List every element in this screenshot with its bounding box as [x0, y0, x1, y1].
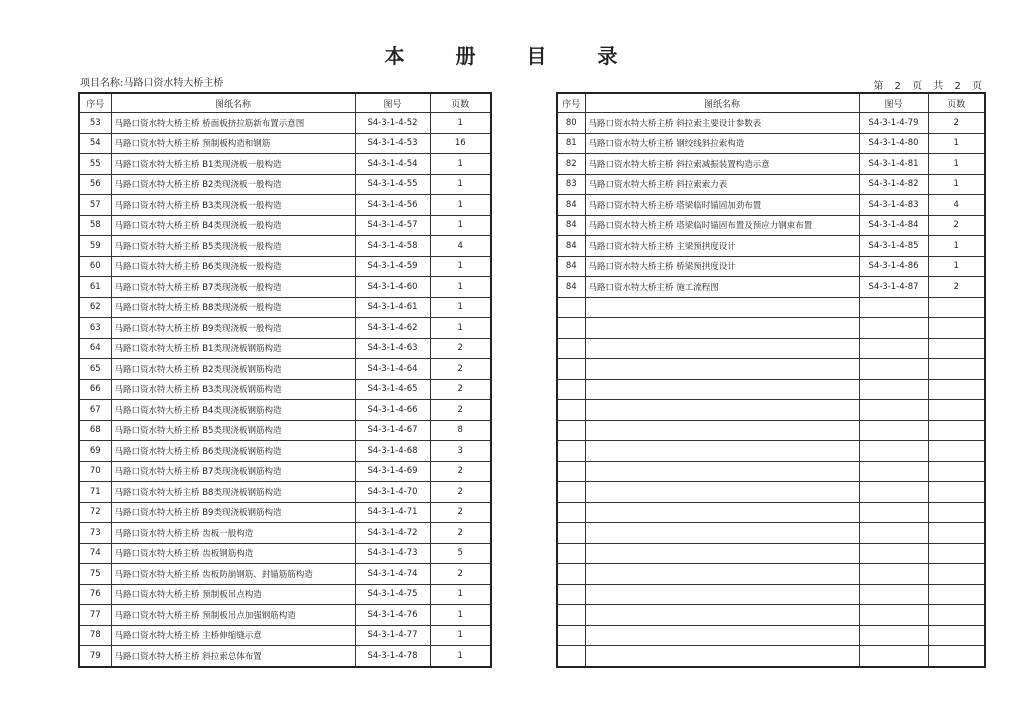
row-code: S4-3-1-4-80 [859, 133, 928, 154]
row-pages: 2 [430, 523, 491, 544]
row-pages: 1 [430, 625, 491, 646]
row-code: S4-3-1-4-70 [355, 482, 430, 503]
table-row [557, 482, 985, 503]
row-pages [928, 297, 985, 318]
row-pages: 2 [430, 359, 491, 380]
row-no: 57 [79, 195, 111, 216]
row-no: 69 [79, 441, 111, 462]
table-header-row [79, 93, 491, 113]
row-no: 61 [79, 277, 111, 298]
row-pages [928, 584, 985, 605]
table-row [79, 297, 491, 318]
row-code: S4-3-1-4-65 [355, 379, 430, 400]
row-name: 马路口资水特大桥主桥 主梁预拱度设计 [585, 236, 859, 257]
row-pages: 1 [430, 174, 491, 195]
row-no [557, 461, 585, 482]
table-row [79, 174, 491, 195]
row-code: S4-3-1-4-56 [355, 195, 430, 216]
row-pages: 2 [430, 379, 491, 400]
row-name: 马路口资水特大桥主桥 斜拉索减振装置构造示意 [585, 154, 859, 175]
row-code: S4-3-1-4-76 [355, 605, 430, 626]
row-name [585, 502, 859, 523]
row-code: S4-3-1-4-61 [355, 297, 430, 318]
table-row [79, 236, 491, 257]
row-no: 59 [79, 236, 111, 257]
table-row [79, 441, 491, 462]
row-no: 53 [79, 113, 111, 134]
row-name: 马路口资水特大桥主桥 B1类现浇板一般构造 [111, 154, 355, 175]
row-name [585, 461, 859, 482]
row-no: 72 [79, 502, 111, 523]
row-pages [928, 359, 985, 380]
row-pages [928, 605, 985, 626]
row-no: 78 [79, 625, 111, 646]
row-code: S4-3-1-4-72 [355, 523, 430, 544]
row-name: 马路口资水特大桥主桥 B5类现浇板一般构造 [111, 236, 355, 257]
row-pages [928, 338, 985, 359]
row-code: S4-3-1-4-86 [859, 256, 928, 277]
table-row [557, 297, 985, 318]
row-no [557, 584, 585, 605]
row-no: 56 [79, 174, 111, 195]
row-name: 马路口资水特大桥主桥 B4类现浇板钢筋构造 [111, 400, 355, 421]
row-no [557, 297, 585, 318]
row-pages [928, 461, 985, 482]
table-row [557, 318, 985, 339]
row-no: 54 [79, 133, 111, 154]
row-pages: 8 [430, 420, 491, 441]
header-code: 图号 [355, 93, 430, 113]
row-no: 67 [79, 400, 111, 421]
table-row [557, 502, 985, 523]
row-code: S4-3-1-4-85 [859, 236, 928, 257]
row-no: 66 [79, 379, 111, 400]
row-code: S4-3-1-4-84 [859, 215, 928, 236]
row-no [557, 338, 585, 359]
row-name [585, 379, 859, 400]
row-pages: 2 [430, 482, 491, 503]
row-name: 马路口资水特大桥主桥 B9类现浇板钢筋构造 [111, 502, 355, 523]
row-code [859, 646, 928, 667]
row-code: S4-3-1-4-59 [355, 256, 430, 277]
row-pages: 2 [928, 215, 985, 236]
row-name [585, 523, 859, 544]
row-name [585, 584, 859, 605]
row-pages: 1 [430, 318, 491, 339]
row-name [585, 338, 859, 359]
row-no: 55 [79, 154, 111, 175]
row-no: 80 [557, 113, 585, 134]
row-name [585, 543, 859, 564]
header-no: 序号 [557, 93, 585, 113]
table-row [79, 605, 491, 626]
row-pages: 1 [430, 277, 491, 298]
row-name: 马路口资水特大桥主桥 齿板钢筋构造 [111, 543, 355, 564]
table-row [557, 174, 985, 195]
row-code: S4-3-1-4-75 [355, 584, 430, 605]
row-name: 马路口资水特大桥主桥 B6类现浇板钢筋构造 [111, 441, 355, 462]
row-code: S4-3-1-4-73 [355, 543, 430, 564]
row-name: 马路口资水特大桥主桥 齿板一般构造 [111, 523, 355, 544]
row-pages [928, 400, 985, 421]
row-code: S4-3-1-4-57 [355, 215, 430, 236]
row-pages: 1 [928, 154, 985, 175]
row-name: 马路口资水特大桥主桥 预制板构造和钢筋 [111, 133, 355, 154]
row-no: 81 [557, 133, 585, 154]
row-no: 75 [79, 564, 111, 585]
row-code [859, 297, 928, 318]
row-pages [928, 543, 985, 564]
row-name [585, 400, 859, 421]
row-no [557, 441, 585, 462]
row-code: S4-3-1-4-63 [355, 338, 430, 359]
row-name: 马路口资水特大桥主桥 主桥伸缩缝示意 [111, 625, 355, 646]
row-pages: 1 [430, 646, 491, 667]
row-name: 马路口资水特大桥主桥 桥梁预拱度设计 [585, 256, 859, 277]
page-info: 第 2 页 共 2 页 [873, 81, 984, 92]
table-row [557, 154, 985, 175]
row-pages [928, 441, 985, 462]
table-row [79, 154, 491, 175]
row-code: S4-3-1-4-79 [859, 113, 928, 134]
table-row [79, 318, 491, 339]
table-row [557, 523, 985, 544]
row-no: 84 [557, 215, 585, 236]
row-pages: 1 [928, 236, 985, 257]
row-no: 70 [79, 461, 111, 482]
row-name [585, 297, 859, 318]
table-row [79, 564, 491, 585]
row-pages: 2 [430, 338, 491, 359]
row-pages: 4 [430, 236, 491, 257]
row-no [557, 625, 585, 646]
row-name: 马路口资水特大桥主桥 B1类现浇板钢筋构造 [111, 338, 355, 359]
row-pages [928, 625, 985, 646]
row-code: S4-3-1-4-52 [355, 113, 430, 134]
row-pages: 1 [928, 256, 985, 277]
row-pages [928, 564, 985, 585]
row-code: S4-3-1-4-74 [355, 564, 430, 585]
row-pages: 1 [430, 113, 491, 134]
row-pages: 3 [430, 441, 491, 462]
row-no: 74 [79, 543, 111, 564]
row-no: 79 [79, 646, 111, 667]
row-pages: 1 [430, 215, 491, 236]
row-code: S4-3-1-4-60 [355, 277, 430, 298]
row-pages: 1 [928, 174, 985, 195]
row-code [859, 359, 928, 380]
row-name: 马路口资水特大桥主桥 B3类现浇板一般构造 [111, 195, 355, 216]
row-no [557, 379, 585, 400]
table-row [79, 646, 491, 667]
table-row [79, 523, 491, 544]
row-name: 马路口资水特大桥主桥 B8类现浇板一般构造 [111, 297, 355, 318]
header-name: 图纸名称 [585, 93, 859, 113]
page-title: 本 册 目 录 [384, 44, 640, 68]
table-row [79, 502, 491, 523]
row-name: 马路口资水特大桥主桥 B3类现浇板钢筋构造 [111, 379, 355, 400]
row-code: S4-3-1-4-66 [355, 400, 430, 421]
row-no [557, 564, 585, 585]
row-no: 65 [79, 359, 111, 380]
row-code [859, 420, 928, 441]
row-name [585, 359, 859, 380]
row-no: 60 [79, 256, 111, 277]
row-code: S4-3-1-4-68 [355, 441, 430, 462]
row-pages: 1 [430, 605, 491, 626]
row-no [557, 646, 585, 667]
row-no: 71 [79, 482, 111, 503]
table-row [557, 113, 985, 134]
table-row [79, 625, 491, 646]
row-code [859, 502, 928, 523]
row-pages: 2 [430, 502, 491, 523]
table-row [557, 400, 985, 421]
row-pages: 2 [430, 400, 491, 421]
header-name: 图纸名称 [111, 93, 355, 113]
row-pages: 1 [430, 154, 491, 175]
table-row [557, 605, 985, 626]
table-row [79, 379, 491, 400]
row-no: 83 [557, 174, 585, 195]
row-code: S4-3-1-4-77 [355, 625, 430, 646]
table-row [557, 338, 985, 359]
row-name: 马路口资水特大桥主桥 B7类现浇板一般构造 [111, 277, 355, 298]
row-name: 马路口资水特大桥主桥 B2类现浇板一般构造 [111, 174, 355, 195]
row-name [585, 564, 859, 585]
row-name [585, 482, 859, 503]
row-code: S4-3-1-4-82 [859, 174, 928, 195]
table-row [557, 441, 985, 462]
row-name: 马路口资水特大桥主桥 斜拉索索力表 [585, 174, 859, 195]
row-no: 68 [79, 420, 111, 441]
row-name [585, 318, 859, 339]
table-header-row [557, 93, 985, 113]
row-code: S4-3-1-4-87 [859, 277, 928, 298]
table-row [79, 543, 491, 564]
project-name: 项目名称:马路口资水特大桥主桥 [80, 78, 224, 89]
table-row [557, 359, 985, 380]
table-row [557, 564, 985, 585]
row-no: 63 [79, 318, 111, 339]
table-row [79, 277, 491, 298]
row-name: 马路口资水特大桥主桥 斜拉索主要设计参数表 [585, 113, 859, 134]
row-code: S4-3-1-4-53 [355, 133, 430, 154]
row-name: 马路口资水特大桥主桥 桥面板挤拉筋新布置示意图 [111, 113, 355, 134]
row-name [585, 441, 859, 462]
row-name: 马路口资水特大桥主桥 B2类现浇板钢筋构造 [111, 359, 355, 380]
row-code: S4-3-1-4-54 [355, 154, 430, 175]
row-code [859, 461, 928, 482]
table-row [79, 195, 491, 216]
row-pages: 16 [430, 133, 491, 154]
header-no: 序号 [79, 93, 111, 113]
header-pages: 页数 [430, 93, 491, 113]
row-no [557, 420, 585, 441]
row-code [859, 584, 928, 605]
row-code: S4-3-1-4-58 [355, 236, 430, 257]
row-code: S4-3-1-4-69 [355, 461, 430, 482]
row-no [557, 543, 585, 564]
row-code [859, 482, 928, 503]
row-name: 马路口资水特大桥主桥 斜拉索总体布置 [111, 646, 355, 667]
table-row [557, 133, 985, 154]
row-no [557, 523, 585, 544]
row-pages [928, 420, 985, 441]
table-row [557, 543, 985, 564]
row-code: S4-3-1-4-55 [355, 174, 430, 195]
row-code [859, 441, 928, 462]
table-row [79, 461, 491, 482]
row-pages: 1 [430, 297, 491, 318]
table-row [79, 338, 491, 359]
header-pages: 页数 [928, 93, 985, 113]
row-no: 73 [79, 523, 111, 544]
header-code: 图号 [859, 93, 928, 113]
row-pages: 2 [430, 461, 491, 482]
table-row [557, 215, 985, 236]
row-name: 马路口资水特大桥主桥 B7类现浇板钢筋构造 [111, 461, 355, 482]
row-code: S4-3-1-4-81 [859, 154, 928, 175]
row-no: 64 [79, 338, 111, 359]
row-code: S4-3-1-4-71 [355, 502, 430, 523]
row-code [859, 523, 928, 544]
table-row [557, 420, 985, 441]
table-row [79, 215, 491, 236]
row-no: 84 [557, 195, 585, 216]
row-pages: 1 [430, 256, 491, 277]
table-row [79, 482, 491, 503]
row-code [859, 318, 928, 339]
row-code [859, 605, 928, 626]
row-name [585, 646, 859, 667]
row-no [557, 482, 585, 503]
row-pages [928, 379, 985, 400]
row-pages: 4 [928, 195, 985, 216]
row-name: 马路口资水特大桥主桥 B8类现浇板钢筋构造 [111, 482, 355, 503]
row-name: 马路口资水特大桥主桥 B4类现浇板一般构造 [111, 215, 355, 236]
row-code [859, 400, 928, 421]
row-code: S4-3-1-4-78 [355, 646, 430, 667]
row-pages: 2 [430, 564, 491, 585]
row-name: 马路口资水特大桥主桥 齿板防崩钢筋、封锚筋筋构造 [111, 564, 355, 585]
row-no: 76 [79, 584, 111, 605]
row-no: 82 [557, 154, 585, 175]
index-table-right [556, 92, 986, 668]
table-row [79, 400, 491, 421]
table-row [79, 584, 491, 605]
row-code: S4-3-1-4-67 [355, 420, 430, 441]
table-row [557, 379, 985, 400]
row-code [859, 543, 928, 564]
table-row [79, 256, 491, 277]
row-name: 马路口资水特大桥主桥 预制板吊点构造 [111, 584, 355, 605]
row-name: 马路口资水特大桥主桥 塔梁临时锚固加劲布置 [585, 195, 859, 216]
row-code [859, 379, 928, 400]
index-table-left [78, 92, 492, 668]
row-code [859, 564, 928, 585]
row-name: 马路口资水特大桥主桥 预制板吊点加强钢筋构造 [111, 605, 355, 626]
row-pages [928, 318, 985, 339]
row-name: 马路口资水特大桥主桥 施工流程图 [585, 277, 859, 298]
row-name: 马路口资水特大桥主桥 B6类现浇板一般构造 [111, 256, 355, 277]
row-code: S4-3-1-4-83 [859, 195, 928, 216]
row-name: 马路口资水特大桥主桥 B9类现浇板一般构造 [111, 318, 355, 339]
row-name [585, 420, 859, 441]
table-row [79, 113, 491, 134]
table-row [557, 646, 985, 667]
row-pages [928, 482, 985, 503]
row-code: S4-3-1-4-62 [355, 318, 430, 339]
row-no [557, 502, 585, 523]
row-name: 马路口资水特大桥主桥 塔梁临时锚固布置及预应力钢束布置 [585, 215, 859, 236]
row-pages [928, 646, 985, 667]
table-row [557, 236, 985, 257]
row-pages [928, 523, 985, 544]
row-pages [928, 502, 985, 523]
row-name: 马路口资水特大桥主桥 钢绞线斜拉索构造 [585, 133, 859, 154]
table-row [79, 359, 491, 380]
table-row [557, 256, 985, 277]
row-no [557, 400, 585, 421]
table-row [79, 420, 491, 441]
row-no [557, 359, 585, 380]
row-pages: 1 [430, 584, 491, 605]
table-row [557, 461, 985, 482]
row-pages: 1 [928, 133, 985, 154]
row-pages: 2 [928, 113, 985, 134]
table-row [557, 277, 985, 298]
row-no: 84 [557, 277, 585, 298]
row-no [557, 318, 585, 339]
row-no: 84 [557, 256, 585, 277]
row-name: 马路口资水特大桥主桥 B5类现浇板钢筋构造 [111, 420, 355, 441]
row-code [859, 625, 928, 646]
row-no: 58 [79, 215, 111, 236]
row-name [585, 605, 859, 626]
table-row [557, 195, 985, 216]
row-code: S4-3-1-4-64 [355, 359, 430, 380]
row-name [585, 625, 859, 646]
row-no: 84 [557, 236, 585, 257]
row-pages: 5 [430, 543, 491, 564]
row-no: 62 [79, 297, 111, 318]
row-pages: 1 [430, 195, 491, 216]
row-pages: 2 [928, 277, 985, 298]
row-no [557, 605, 585, 626]
table-row [557, 584, 985, 605]
table-row [557, 625, 985, 646]
row-no: 77 [79, 605, 111, 626]
table-row [79, 133, 491, 154]
row-code [859, 338, 928, 359]
